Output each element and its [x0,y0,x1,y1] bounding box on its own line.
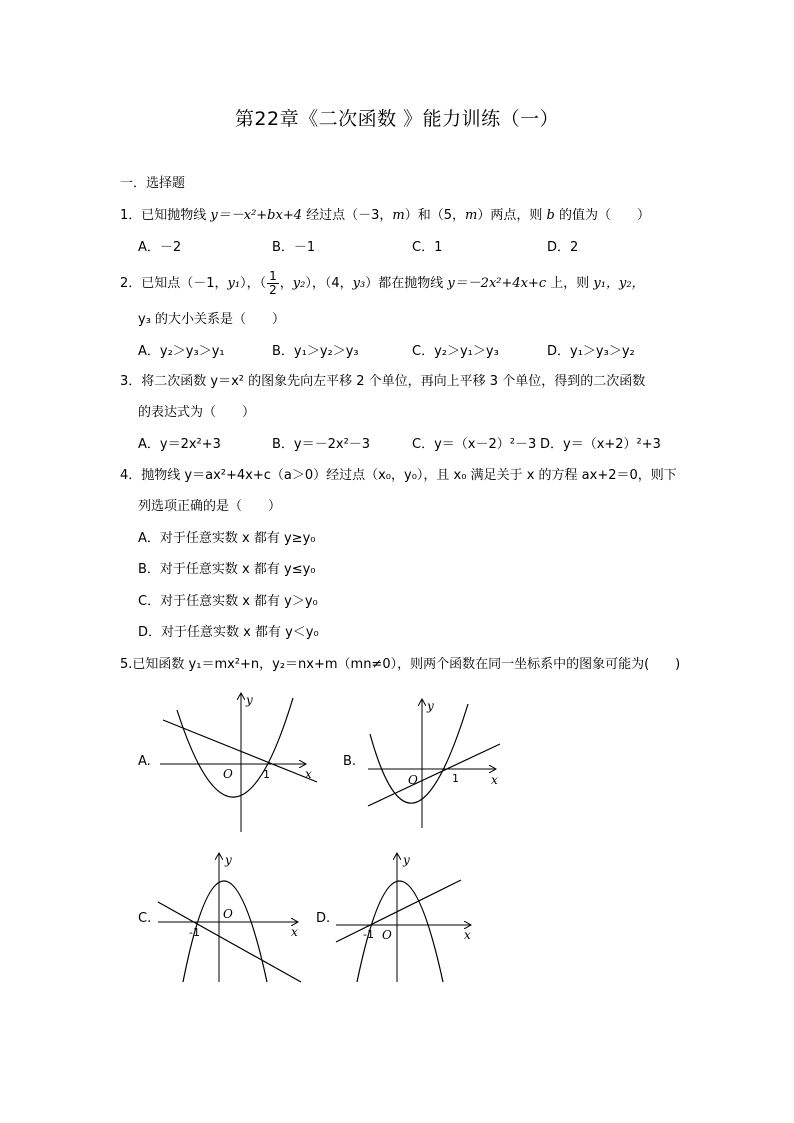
section-heading: 一．选择题 [120,176,186,191]
question-5-stem: 5.已知函数 y₁＝mx²+n，y₂＝nx+m（mn≠0），则两个函数在同一坐标系中的图象可能为( ) [120,657,681,672]
parabola-curve [177,698,293,797]
q5-option-b-label[interactable]: B. [343,754,357,769]
q4-option-c[interactable]: C．对于任意实数 x 都有 y＞y₀ [138,594,318,609]
question-3-line2: 的表达式为（ ） [138,405,256,420]
q5-option-c-label[interactable]: C. [138,911,152,926]
y-axis-label: y [403,853,410,867]
q4-option-b[interactable]: B．对于任意实数 x 都有 y≤y₀ [138,562,316,577]
x-axis-label: x [305,767,312,781]
q5-graph-d[interactable] [333,850,478,985]
x-axis-label: x [464,928,471,942]
q5-option-d-label[interactable]: D. [316,911,331,926]
tick-label: 1 [263,768,270,781]
q2-option-a[interactable]: A．y₂＞y₃＞y₁ [138,344,225,359]
q1-option-d[interactable]: D．2 [547,240,579,255]
origin-label: O [382,928,392,942]
straight-line [368,744,500,806]
y-axis-label: y [246,693,253,707]
y-axis-label: y [427,699,434,713]
tick-label: -1 [363,928,374,941]
q4-option-d[interactable]: D．对于任意实数 x 都有 y＜y₀ [138,625,319,640]
parabola-curve [370,704,468,803]
origin-label: O [223,907,233,921]
question-1-stem: 1．已知抛物线 y＝－x²+bx+4 经过点（－3，m）和（5，m）两点，则 b 的值为（ ） [120,208,650,223]
origin-label: O [408,773,418,787]
page-title: 第22章《二次函数 》能力训练（一） [234,108,560,130]
q3-option-a[interactable]: A．y＝2x²+3 [138,437,221,452]
q3-option-d[interactable]: D．y＝（x+2）²+3 [540,437,661,452]
tick-label: -1 [189,926,200,939]
q1-option-c[interactable]: C．1 [412,240,443,255]
x-axis-label: x [491,773,498,787]
q2-option-c[interactable]: C．y₂＞y₁＞y₃ [412,344,499,359]
q3-option-b[interactable]: B．y＝－2x²－3 [272,437,371,452]
origin-label: O [223,767,233,781]
q1-option-b[interactable]: B．－1 [272,240,316,255]
q5-graph-c[interactable] [155,850,305,985]
tick-label: 1 [452,772,459,785]
fraction-one-half: $\frac{1}{2}$ [269,269,277,297]
q5-option-a-label[interactable]: A. [138,754,151,769]
q5-graph-b[interactable] [360,696,505,831]
x-axis-label: x [291,925,298,939]
question-4-line1: 4．抛物线 y＝ax²+4x+c（a＞0）经过点（x₀，y₀），且 x₀ 满足关于 x 的方程 ax+2＝0，则下 [120,468,677,483]
q4-option-a[interactable]: A．对于任意实数 x 都有 y≥y₀ [138,531,316,546]
straight-line [163,720,317,782]
question-4-line2: 列选项正确的是（ ） [138,499,282,514]
q2-option-d[interactable]: D．y₁＞y₃＞y₂ [547,344,635,359]
q1-option-a[interactable]: A．－2 [138,240,182,255]
question-2-stem: 2．已知点（－1，y₁），（ $\frac{1}{2}$ ，y₂），（4，y₃）都在抛物线 y＝－2x²+4x+c 上，则 y₁，y₂， [120,269,645,297]
y-axis-label: y [225,853,232,867]
straight-line [336,880,461,942]
question-2-line2: y₃ 的大小关系是（ ） [138,312,286,327]
q3-option-c[interactable]: C．y＝（x－2）²－3 [412,437,537,452]
question-3-line1: 3．将二次函数 y＝x² 的图象先向左平移 2 个单位，再向上平移 3 个单位，得到的二次函数 [120,374,646,389]
q2-option-b[interactable]: B．y₁＞y₂＞y₃ [272,344,359,359]
q5-graph-a[interactable] [155,690,325,835]
